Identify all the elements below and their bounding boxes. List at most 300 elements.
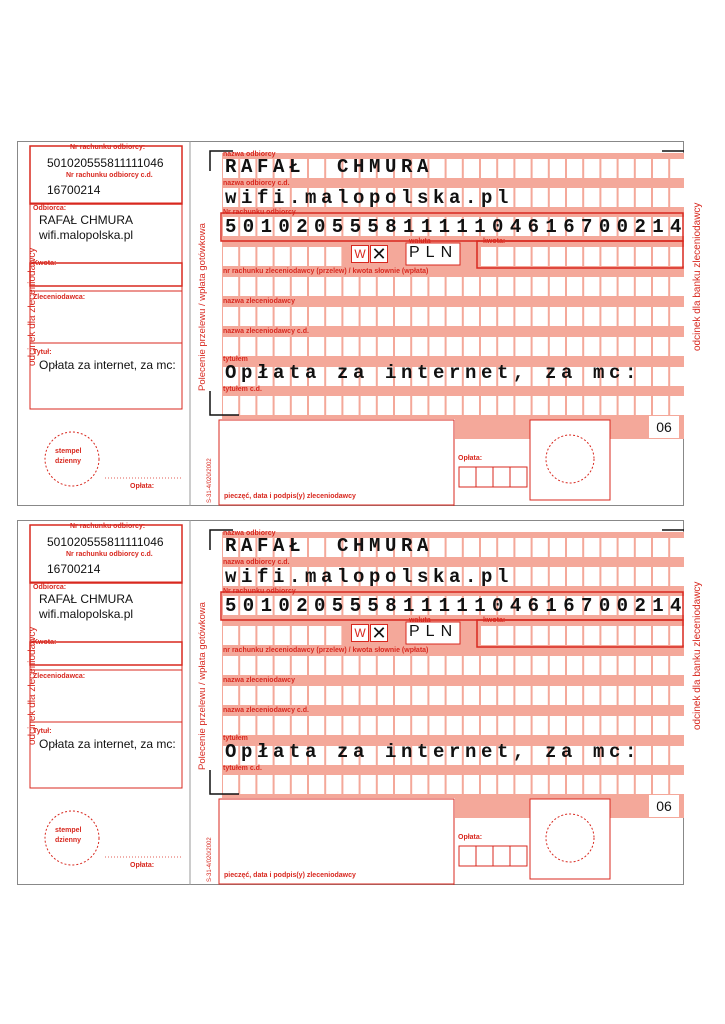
character-cell [309, 396, 324, 415]
character-cell [326, 337, 341, 356]
account-label: Nr rachunku odbiorcy [223, 588, 296, 595]
character-cell [292, 396, 307, 415]
character-cell [429, 656, 444, 675]
fee-label: Opłata: [458, 455, 483, 462]
character-cell [670, 307, 684, 326]
character-cell [636, 159, 651, 178]
character-cell [601, 656, 616, 675]
character-cell [326, 307, 341, 326]
character-cell [361, 396, 376, 415]
character-cell [619, 716, 634, 735]
character-cell [653, 188, 668, 207]
fee-cell [510, 846, 527, 866]
character-cell [619, 626, 634, 645]
character-cell [584, 656, 599, 675]
character-cell [653, 396, 668, 415]
stamp-label-1: stempel [55, 827, 82, 834]
form-side-label: Polecenie przelewu / wpłata gotówkowa [197, 602, 208, 770]
character-cell [515, 247, 530, 266]
character-cell [653, 277, 668, 296]
currency-label: waluta [409, 617, 431, 624]
character-cell [464, 307, 479, 326]
character-cell [326, 775, 341, 794]
fee-cell [459, 846, 476, 866]
character-cell [619, 307, 634, 326]
character-cell [670, 656, 684, 675]
character-cell [309, 626, 324, 645]
fee-cell [493, 467, 510, 487]
character-cell [257, 626, 272, 645]
character-cell [567, 686, 582, 705]
stub-account-cd-label: Nr rachunku odbiorcy c.d. [66, 551, 153, 558]
character-cell [395, 396, 410, 415]
character-cell [343, 716, 358, 735]
character-cell [515, 626, 530, 645]
stub-recipient-label: Odbiorca: [33, 205, 67, 212]
character-cell [601, 626, 616, 645]
character-cell [653, 626, 668, 645]
character-cell [223, 396, 238, 415]
character-cell [326, 626, 341, 645]
character-cell [292, 307, 307, 326]
character-cell [636, 626, 651, 645]
form-right-side-label: odcinek dla banku zleceniodawcy [692, 581, 703, 730]
character-cell [653, 247, 668, 266]
character-cell [275, 247, 290, 266]
character-cell [550, 188, 565, 207]
form-code: S-31-4/020/2002 [207, 458, 213, 503]
character-cell [515, 307, 530, 326]
character-cell [326, 247, 341, 266]
character-cell [670, 567, 684, 586]
stub-recipient-line1: RAFAŁ CHMURA [39, 213, 134, 227]
stub-title-label: Tytuł: [33, 728, 52, 735]
recipient-name-value: RAFAŁ CHMURA [225, 156, 434, 178]
character-cell [257, 716, 272, 735]
character-cell [498, 656, 513, 675]
character-cell [636, 247, 651, 266]
character-cell [567, 396, 582, 415]
character-cell [515, 538, 530, 557]
character-cell [653, 746, 668, 765]
character-cell [567, 247, 582, 266]
character-cell [223, 775, 238, 794]
character-cell [515, 716, 530, 735]
fee-cell [493, 846, 510, 866]
fee-cell [476, 846, 493, 866]
character-cell [550, 396, 565, 415]
stub-account-label: Nr rachunku odbiorcy: [70, 523, 146, 530]
character-cell [619, 396, 634, 415]
character-cell [292, 656, 307, 675]
w-box[interactable]: W [351, 245, 369, 263]
character-cell [601, 538, 616, 557]
character-cell [395, 277, 410, 296]
character-cell [395, 775, 410, 794]
character-cell [670, 277, 684, 296]
bank-stamp-box [530, 420, 610, 500]
character-cell [223, 247, 238, 266]
stub-amount-label: Kwota: [33, 260, 57, 267]
stub-account-label: Nr rachunku odbiorcy: [70, 144, 146, 151]
character-cell [584, 716, 599, 735]
character-cell [619, 159, 634, 178]
character-cell [240, 247, 255, 266]
character-cell [619, 337, 634, 356]
character-cell [343, 775, 358, 794]
character-cell [619, 277, 634, 296]
character-cell [309, 247, 324, 266]
character-cell [464, 716, 479, 735]
character-cell [533, 307, 548, 326]
amount-label: kwota: [483, 238, 506, 245]
character-cell [584, 396, 599, 415]
character-cell [619, 567, 634, 586]
character-cell [533, 277, 548, 296]
character-cell [653, 337, 668, 356]
character-cell [326, 686, 341, 705]
character-cell [601, 775, 616, 794]
fee-cell [459, 467, 476, 487]
character-cell [447, 277, 462, 296]
character-cell [378, 775, 393, 794]
character-cell [550, 307, 565, 326]
character-cell [223, 277, 238, 296]
checked-box-icon[interactable]: ✕ [371, 244, 387, 264]
character-cell [412, 716, 427, 735]
character-cell [567, 277, 582, 296]
character-cell [636, 775, 651, 794]
character-cell [584, 159, 599, 178]
stub-recipient-line2: wifi.malopolska.pl [39, 228, 134, 242]
character-cell [309, 337, 324, 356]
character-cell [378, 337, 393, 356]
character-cell [361, 337, 376, 356]
character-cell [343, 656, 358, 675]
character-cell [395, 716, 410, 735]
character-cell [429, 307, 444, 326]
character-cell [361, 307, 376, 326]
character-cell [481, 656, 496, 675]
stub-payer-label: Zleceniodawca: [33, 294, 86, 301]
character-cell [395, 307, 410, 326]
character-cell [326, 656, 341, 675]
character-cell [515, 686, 530, 705]
character-cell [292, 686, 307, 705]
character-cell [653, 307, 668, 326]
character-cell [515, 188, 530, 207]
character-cell [550, 775, 565, 794]
character-cell [223, 686, 238, 705]
account-value: 50102055581111104616700214 [225, 216, 688, 238]
title-cd-label: tytułem c.d. [223, 765, 262, 772]
character-cell [515, 277, 530, 296]
character-cell [567, 656, 582, 675]
character-cell [601, 337, 616, 356]
character-cell [464, 277, 479, 296]
character-cell [309, 686, 324, 705]
character-cell [619, 188, 634, 207]
w-box[interactable]: W [351, 624, 369, 642]
character-cell [498, 159, 513, 178]
character-cell [361, 686, 376, 705]
character-cell [533, 716, 548, 735]
character-cell [533, 159, 548, 178]
amount-label: kwota: [483, 617, 506, 624]
character-cell [447, 656, 462, 675]
currency-label: waluta [409, 238, 431, 245]
stub-account-value: 501020555811111046 [47, 156, 164, 170]
character-cell [567, 567, 582, 586]
character-cell [515, 775, 530, 794]
character-cell [584, 247, 599, 266]
character-cell [550, 656, 565, 675]
character-cell [515, 396, 530, 415]
character-cell [601, 247, 616, 266]
character-cell [275, 626, 290, 645]
character-cell [429, 686, 444, 705]
character-cell [429, 775, 444, 794]
character-cell [550, 626, 565, 645]
character-cell [481, 626, 496, 645]
character-cell [481, 247, 496, 266]
character-cell [412, 656, 427, 675]
character-cell [275, 277, 290, 296]
character-cell [636, 656, 651, 675]
payer-account-label: nr rachunku zleceniodawcy (przelew) / kwota słownie (wpłata) [223, 268, 429, 275]
character-cell [275, 656, 290, 675]
character-cell [412, 686, 427, 705]
checked-box-icon[interactable]: ✕ [371, 623, 387, 643]
recipient-name-label: nazwa odbiorcy [223, 530, 276, 537]
character-cell [378, 307, 393, 326]
transfer-slip [17, 520, 703, 885]
character-cell [584, 337, 599, 356]
character-cell [481, 538, 496, 557]
stub-title-value: Opłata za internet, za mc: [39, 358, 176, 372]
character-cell [223, 626, 238, 645]
title-label: tytułem [223, 735, 248, 742]
fee-label: Opłata: [458, 834, 483, 841]
character-cell [567, 538, 582, 557]
character-cell [636, 716, 651, 735]
character-cell [361, 656, 376, 675]
character-cell [395, 337, 410, 356]
character-cell [550, 538, 565, 557]
character-cell [481, 159, 496, 178]
character-cell [361, 775, 376, 794]
character-cell [223, 337, 238, 356]
character-cell [309, 656, 324, 675]
title-value: Opłata za internet, za mc: [225, 362, 642, 384]
character-cell [567, 775, 582, 794]
stamp-label-2: dzienny [55, 837, 82, 844]
character-cell [653, 538, 668, 557]
character-cell [275, 396, 290, 415]
character-cell [550, 686, 565, 705]
recipient-name-cd-value: wifi.malopolska.pl [225, 187, 514, 209]
character-cell [240, 396, 255, 415]
character-cell [670, 396, 684, 415]
character-cell [447, 775, 462, 794]
character-cell [257, 247, 272, 266]
character-cell [601, 277, 616, 296]
character-cell [533, 656, 548, 675]
code-box: 06 [649, 795, 679, 817]
character-cell [515, 159, 530, 178]
character-cell [584, 567, 599, 586]
recipient-name-cd-label: nazwa odbiorcy c.d. [223, 180, 290, 187]
character-cell [601, 188, 616, 207]
character-cell [257, 396, 272, 415]
character-cell [584, 307, 599, 326]
signature-label: pieczęć, data i podpis(y) zleceniodawcy [224, 872, 356, 879]
stub-account-cd-value: 16700214 [47, 562, 101, 576]
recipient-name-cd-value: wifi.malopolska.pl [225, 566, 514, 588]
character-cell [447, 538, 462, 557]
character-cell [498, 626, 513, 645]
character-cell [275, 337, 290, 356]
character-cell [498, 337, 513, 356]
character-cell [447, 716, 462, 735]
character-cell [498, 538, 513, 557]
character-cell [567, 188, 582, 207]
character-cell [257, 277, 272, 296]
stub-recipient-label: Odbiorca: [33, 584, 67, 591]
fee-cell [510, 467, 527, 487]
character-cell [636, 396, 651, 415]
character-cell [223, 307, 238, 326]
character-cell [240, 686, 255, 705]
character-cell [481, 686, 496, 705]
stub-recipient-line1: RAFAŁ CHMURA [39, 592, 134, 606]
character-cell [447, 686, 462, 705]
character-cell [533, 188, 548, 207]
character-cell [464, 656, 479, 675]
title-cd-label: tytułem c.d. [223, 386, 262, 393]
character-cell [636, 307, 651, 326]
character-cell [670, 538, 684, 557]
character-cell [412, 277, 427, 296]
character-cell [550, 716, 565, 735]
character-cell [515, 656, 530, 675]
character-cell [378, 656, 393, 675]
character-cell [584, 775, 599, 794]
character-cell [636, 538, 651, 557]
character-cell [653, 686, 668, 705]
form-side-label: Polecenie przelewu / wpłata gotówkowa [197, 223, 208, 391]
character-cell [240, 775, 255, 794]
character-cell [361, 277, 376, 296]
character-cell [223, 716, 238, 735]
character-cell [378, 716, 393, 735]
character-cell [275, 307, 290, 326]
character-cell [515, 567, 530, 586]
stub-fee-label: Opłata: [130, 483, 155, 490]
form-code: S-31-4/020/2002 [207, 837, 213, 882]
character-cell [361, 716, 376, 735]
character-cell [601, 567, 616, 586]
character-cell [653, 775, 668, 794]
payer-name-cd-label: nazwa zleceniodawcy c.d. [223, 707, 309, 714]
character-cell [498, 277, 513, 296]
character-cell [343, 277, 358, 296]
character-cell [636, 567, 651, 586]
character-cell [653, 567, 668, 586]
stub-account-cd-label: Nr rachunku odbiorcy c.d. [66, 172, 153, 179]
character-cell [429, 277, 444, 296]
stub-side-label: odcinek dla zleceniodawcy [27, 626, 38, 745]
character-cell [619, 538, 634, 557]
character-cell [481, 307, 496, 326]
character-cell [309, 307, 324, 326]
character-cell [447, 337, 462, 356]
character-cell [636, 686, 651, 705]
character-cell [378, 686, 393, 705]
code-box: 06 [649, 416, 679, 438]
bank-stamp-box [530, 799, 610, 879]
character-cell [601, 396, 616, 415]
payer-name-label: nazwa zleceniodawcy [223, 298, 295, 305]
character-cell [240, 307, 255, 326]
recipient-name-cd-label: nazwa odbiorcy c.d. [223, 559, 290, 566]
character-cell [498, 396, 513, 415]
character-cell [601, 686, 616, 705]
stub-title-value: Opłata za internet, za mc: [39, 737, 176, 751]
character-cell [464, 337, 479, 356]
character-cell [584, 188, 599, 207]
title-label: tytułem [223, 356, 248, 363]
character-cell [550, 247, 565, 266]
character-cell [601, 307, 616, 326]
character-cell [326, 396, 341, 415]
character-cell [533, 247, 548, 266]
fee-cell [476, 467, 493, 487]
character-cell [550, 277, 565, 296]
character-cell [636, 188, 651, 207]
character-cell [533, 396, 548, 415]
character-cell [550, 567, 565, 586]
character-cell [670, 775, 684, 794]
character-cell [481, 716, 496, 735]
stub-account-value: 501020555811111046 [47, 535, 164, 549]
character-cell [309, 716, 324, 735]
character-cell [481, 337, 496, 356]
stub-payer-label: Zleceniodawca: [33, 673, 86, 680]
character-cell [240, 716, 255, 735]
transfer-slip [17, 141, 703, 506]
character-cell [240, 277, 255, 296]
character-cell [567, 626, 582, 645]
character-cell [670, 188, 684, 207]
character-cell [292, 337, 307, 356]
character-cell [550, 337, 565, 356]
character-cell [412, 775, 427, 794]
character-cell [670, 337, 684, 356]
character-cell [309, 775, 324, 794]
character-cell [395, 686, 410, 705]
character-cell [447, 159, 462, 178]
character-cell [498, 247, 513, 266]
payer-account-label: nr rachunku zleceniodawcy (przelew) / kwota słownie (wpłata) [223, 647, 429, 654]
character-cell [412, 337, 427, 356]
payer-name-cd-label: nazwa zleceniodawcy c.d. [223, 328, 309, 335]
stamp-label-2: dzienny [55, 458, 82, 465]
character-cell [653, 716, 668, 735]
character-cell [343, 337, 358, 356]
stamp-label-1: stempel [55, 448, 82, 455]
character-cell [533, 337, 548, 356]
